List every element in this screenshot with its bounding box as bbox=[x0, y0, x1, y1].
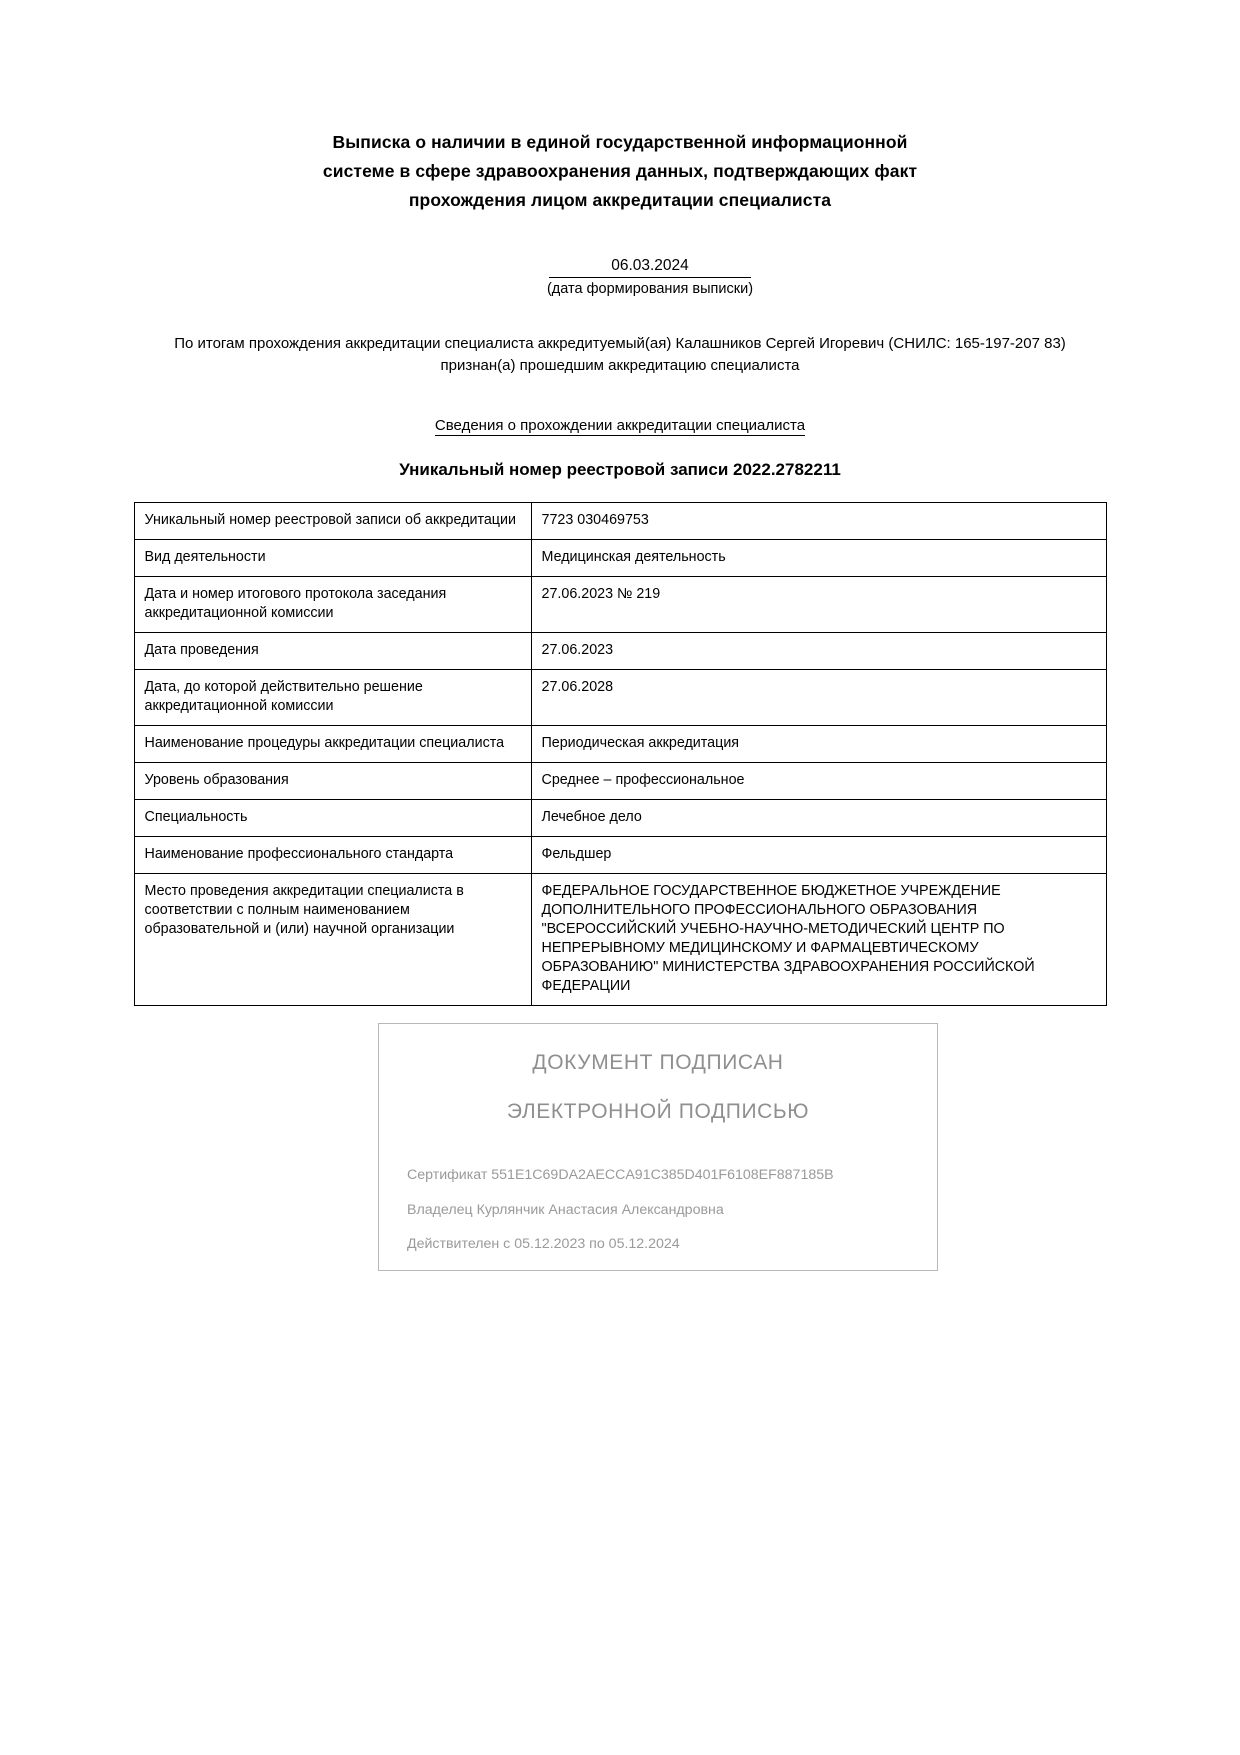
signature-heading-line-2: ЭЛЕКТРОННОЙ ПОДПИСЬЮ bbox=[506, 1100, 810, 1123]
electronic-signature-stamp bbox=[378, 1023, 938, 1271]
row-value: Фельдшер bbox=[531, 836, 1106, 873]
row-label: Специальность bbox=[134, 799, 531, 836]
form-date-value: 06.03.2024 bbox=[549, 257, 751, 279]
intro-paragraph bbox=[0, 333, 1240, 377]
row-label: Дата, до которой действительно решение аккредитационной комиссии bbox=[134, 669, 531, 725]
signature-certificate: Сертификат 551E1C69DA2AECCA91C385D401F6108EF887185B bbox=[407, 1167, 834, 1183]
signature-validity: Действителен с 05.12.2023 по 05.12.2024 bbox=[407, 1236, 680, 1253]
row-label: Дата проведения bbox=[134, 632, 531, 669]
table-row bbox=[134, 502, 1106, 539]
table-row bbox=[134, 576, 1106, 632]
form-date-caption: (дата формирования выписки) bbox=[546, 281, 754, 298]
row-value: Медицинская деятельность bbox=[531, 539, 1106, 576]
row-label: Место проведения аккредитации специалиста в соответствии с полным наименованием образовательной и (или) научной организации bbox=[134, 873, 531, 1005]
row-value: Периодическая аккредитация bbox=[531, 725, 1106, 762]
intro-line-2: признан(а) прошедшим аккредитацию специалиста bbox=[440, 356, 800, 374]
signature-heading-line-1: ДОКУМЕНТ ПОДПИСАН bbox=[532, 1051, 784, 1074]
table-row bbox=[134, 539, 1106, 576]
page-title-line-1: Выписка о наличии в единой государственной информационной bbox=[332, 132, 908, 152]
row-label: Дата и номер итогового протокола заседания аккредитационной комиссии bbox=[134, 576, 531, 632]
table-row bbox=[134, 762, 1106, 799]
table-row bbox=[134, 836, 1106, 873]
table-row bbox=[134, 725, 1106, 762]
row-label: Вид деятельности bbox=[134, 539, 531, 576]
form-date-block bbox=[0, 257, 1240, 279]
row-value: Среднее – профессиональное bbox=[531, 762, 1106, 799]
row-value: Лечебное дело bbox=[531, 799, 1106, 836]
record-number-heading: Уникальный номер реестровой записи 2022.2782211 bbox=[399, 459, 841, 479]
row-value: 27.06.2023 bbox=[531, 632, 1106, 669]
row-label: Уникальный номер реестровой записи об аккредитации bbox=[134, 502, 531, 539]
table-row bbox=[134, 632, 1106, 669]
accreditation-details-table bbox=[134, 502, 1107, 1006]
row-label: Наименование процедуры аккредитации специалиста bbox=[134, 725, 531, 762]
table-row bbox=[134, 799, 1106, 836]
table-row bbox=[134, 873, 1106, 1005]
page-title-line-2: системе в сфере здравоохранения данных, подтверждающих факт bbox=[322, 160, 918, 181]
page-title-line-3: прохождения лицом аккредитации специалиста bbox=[408, 189, 832, 210]
row-label: Наименование профессионального стандарта bbox=[134, 836, 531, 873]
section-heading-text: Сведения о прохождении аккредитации специалиста bbox=[434, 416, 806, 434]
section-heading bbox=[0, 417, 1240, 434]
row-value: 27.06.2028 bbox=[531, 669, 1106, 725]
table-row bbox=[134, 669, 1106, 725]
signature-details bbox=[379, 1168, 937, 1253]
page-title bbox=[0, 0, 1240, 215]
signature-heading bbox=[379, 1051, 937, 1124]
row-label: Уровень образования bbox=[134, 762, 531, 799]
signature-owner: Владелец Курлянчик Анастасия Александровна bbox=[407, 1201, 724, 1218]
row-value: 27.06.2023 № 219 bbox=[531, 576, 1106, 632]
intro-line-1: По итогам прохождения аккредитации специалиста аккредитуемый(ая) Калашников Сергей Игоревич (СНИЛС: 165-197-207 83) bbox=[174, 335, 1066, 353]
row-value: 7723 030469753 bbox=[531, 502, 1106, 539]
row-value: ФЕДЕРАЛЬНОЕ ГОСУДАРСТВЕННОЕ БЮДЖЕТНОЕ УЧРЕЖДЕНИЕ ДОПОЛНИТЕЛЬНОГО ПРОФЕССИОНАЛЬНОГО ОБРАЗОВАНИЯ "ВСЕРОССИЙСКИЙ УЧЕБНО-НАУЧНО-МЕТОДИЧЕСКИЙ ЦЕНТР ПО НЕПРЕРЫВНОМУ МЕДИЦИНСКОМУ И ФАРМАЦЕВТИЧЕСКОМУ ОБРАЗОВАНИЮ" МИНИСТЕРСТВА ЗДРАВООХРАНЕНИЯ РОССИЙСКОЙ ФЕДЕРАЦИИ bbox=[531, 873, 1106, 1005]
